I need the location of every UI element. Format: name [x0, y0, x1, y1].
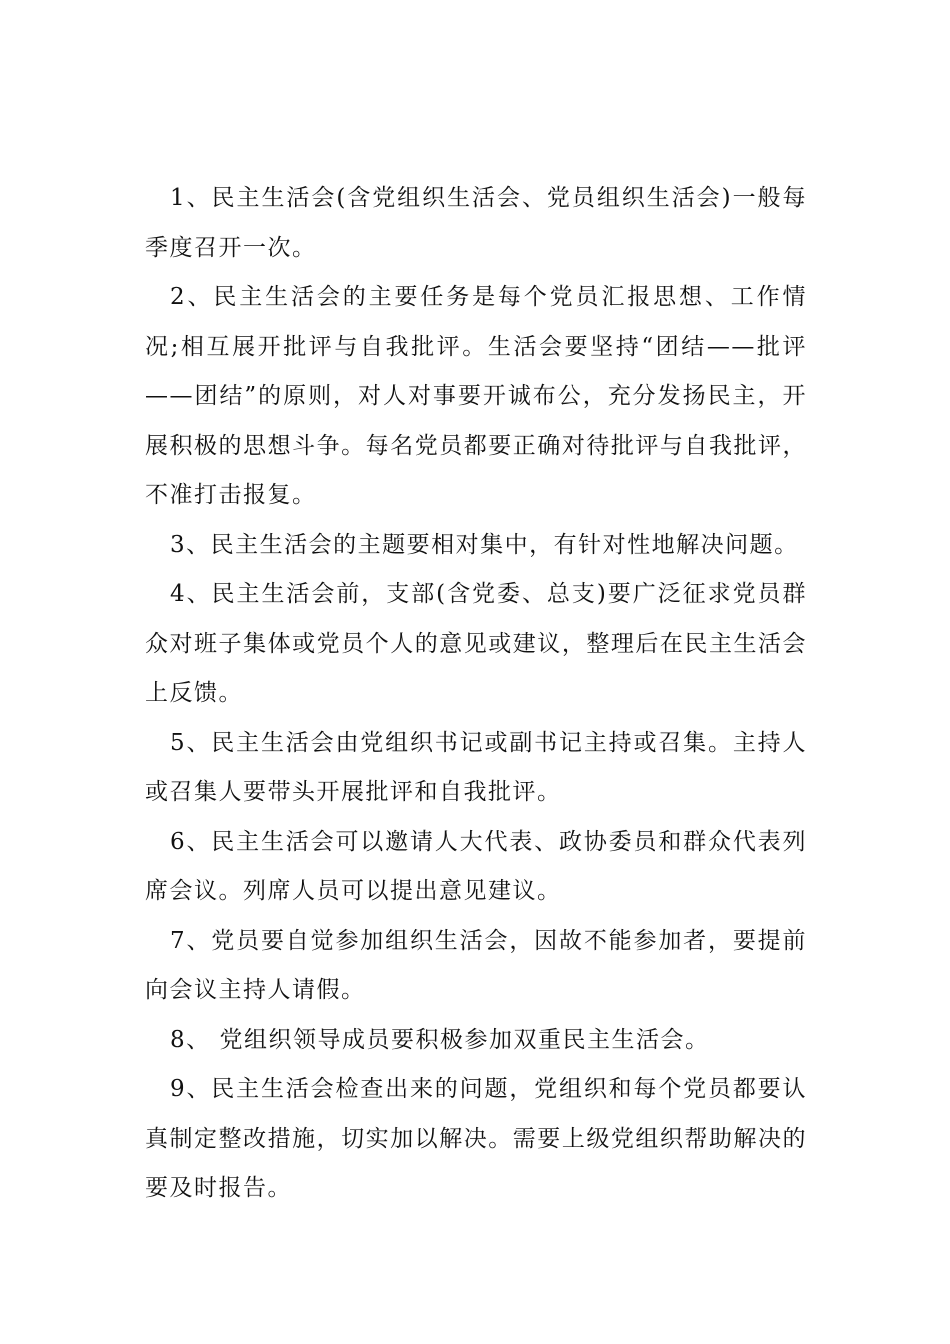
paragraph-8: 8、 党组织领导成员要积极参加双重民主生活会。	[170, 1026, 710, 1053]
paragraph-5: 5、民主生活会由党组织书记或副书记主持或召集。主持人或召集人要带头开展批评和自我批评。	[145, 729, 807, 805]
paragraph-9: 9、民主生活会检查出来的问题，党组织和每个党员都要认真制定整改措施，切实加以解决。需要上级党组织帮助解决的要及时报告。	[145, 1076, 807, 1201]
paragraph-3: 3、民主生活会的主题要相对集中，有针对性地解决问题。	[170, 531, 799, 558]
paragraph-7: 7、党员要自觉参加组织生活会，因故不能参加者，要提前向会议主持人请假。	[145, 927, 807, 1003]
paragraph-2: 2、民主生活会的主要任务是每个党员汇报思想、工作情况;相互展开批评与自我批评。生活会要坚持“团结——批评——团结”的原则，对人对事要开诚布公，充分发扬民主，开展积极的思想斗争。每名党员都要正确对待批评与自我批评，不准打击报复。	[145, 284, 807, 508]
paragraph-1: 1、民主生活会(含党组织生活会、党员组织生活会)一般每季度召开一次。	[145, 185, 807, 261]
document-body	[145, 174, 807, 1214]
paragraph-6: 6、民主生活会可以邀请人大代表、政协委员和群众代表列席会议。列席人员可以提出意见建议。	[145, 828, 807, 904]
paragraph-4: 4、民主生活会前，支部(含党委、总支)要广泛征求党员群众对班子集体或党员个人的意见或建议，整理后在民主生活会上反馈。	[145, 581, 807, 706]
